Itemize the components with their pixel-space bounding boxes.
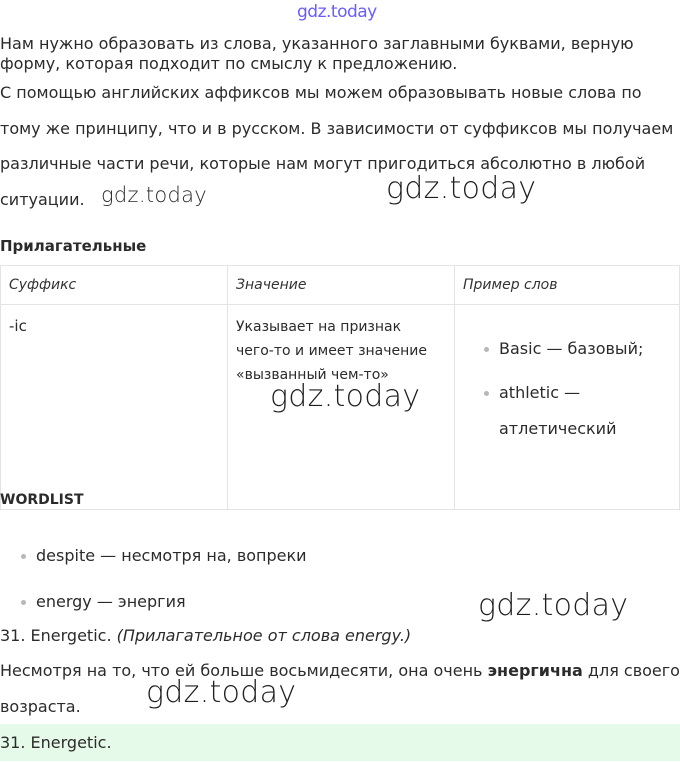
task-sentence-line-2: возраста. [0, 697, 81, 716]
watermark: gdz.today [101, 183, 208, 207]
paragraph-line: тому же принципу, что и в русском. В зависимости от суффиксов мы получаем [0, 119, 674, 138]
watermark: gdz.today [478, 588, 629, 623]
task-number-word: 31. Energetic. [0, 626, 112, 645]
wordlist-heading: WORDLIST [0, 492, 84, 508]
highlight-word: энергична [487, 661, 583, 680]
task-line [0, 618, 411, 654]
watermark: gdz.today [270, 379, 421, 414]
examples-list [481, 331, 671, 447]
task-sentence-line-1: Несмотря на то, что ей больше восьмидесяти, она очень энергична для своего [0, 661, 680, 680]
watermark: gdz.today [146, 675, 297, 710]
paragraph-line: С помощью английских аффиксов мы можем образовывать новые слова по [0, 83, 642, 102]
wordlist [18, 533, 307, 625]
task-note: (Прилагательное от слова energy.) [116, 626, 412, 645]
watermark: gdz.today [386, 171, 537, 206]
column-header-meaning: Значение [228, 266, 455, 305]
paragraph-line: различные части речи, которые нам могут пригодиться абсолютно в любой [0, 154, 646, 173]
list-item: Basic — базовый; [481, 331, 671, 367]
list-item: energy — энергия [18, 579, 307, 625]
meaning-line: чего-то и имеет значение [236, 343, 427, 359]
answer-box: 31. Energetic. [0, 724, 680, 761]
meaning-line: «вызванный чем-то» [236, 367, 389, 383]
intro-line-1: Нам нужно образовать из слова, указанного заглавными буквами, верную [0, 34, 634, 53]
suffix-cell: -ic [1, 305, 228, 510]
watermark-top: gdz.today [297, 2, 377, 22]
adjectives-heading: Прилагательные [0, 237, 147, 255]
column-header-examples: Пример слов [455, 266, 680, 305]
meaning-line: Указывает на признак [236, 319, 402, 335]
column-header-suffix: Суффикс [1, 266, 228, 305]
table-header-row [1, 266, 680, 305]
list-item: athletic — [481, 375, 671, 411]
intro-line-2-cut: форму, которая подходит по смыслу к предложению. [0, 54, 458, 73]
paragraph-line: ситуации. [0, 190, 85, 209]
examples-cell [455, 305, 680, 510]
list-item: despite — несмотря на, вопреки [18, 533, 307, 579]
list-item-continuation: атлетический [499, 419, 617, 438]
